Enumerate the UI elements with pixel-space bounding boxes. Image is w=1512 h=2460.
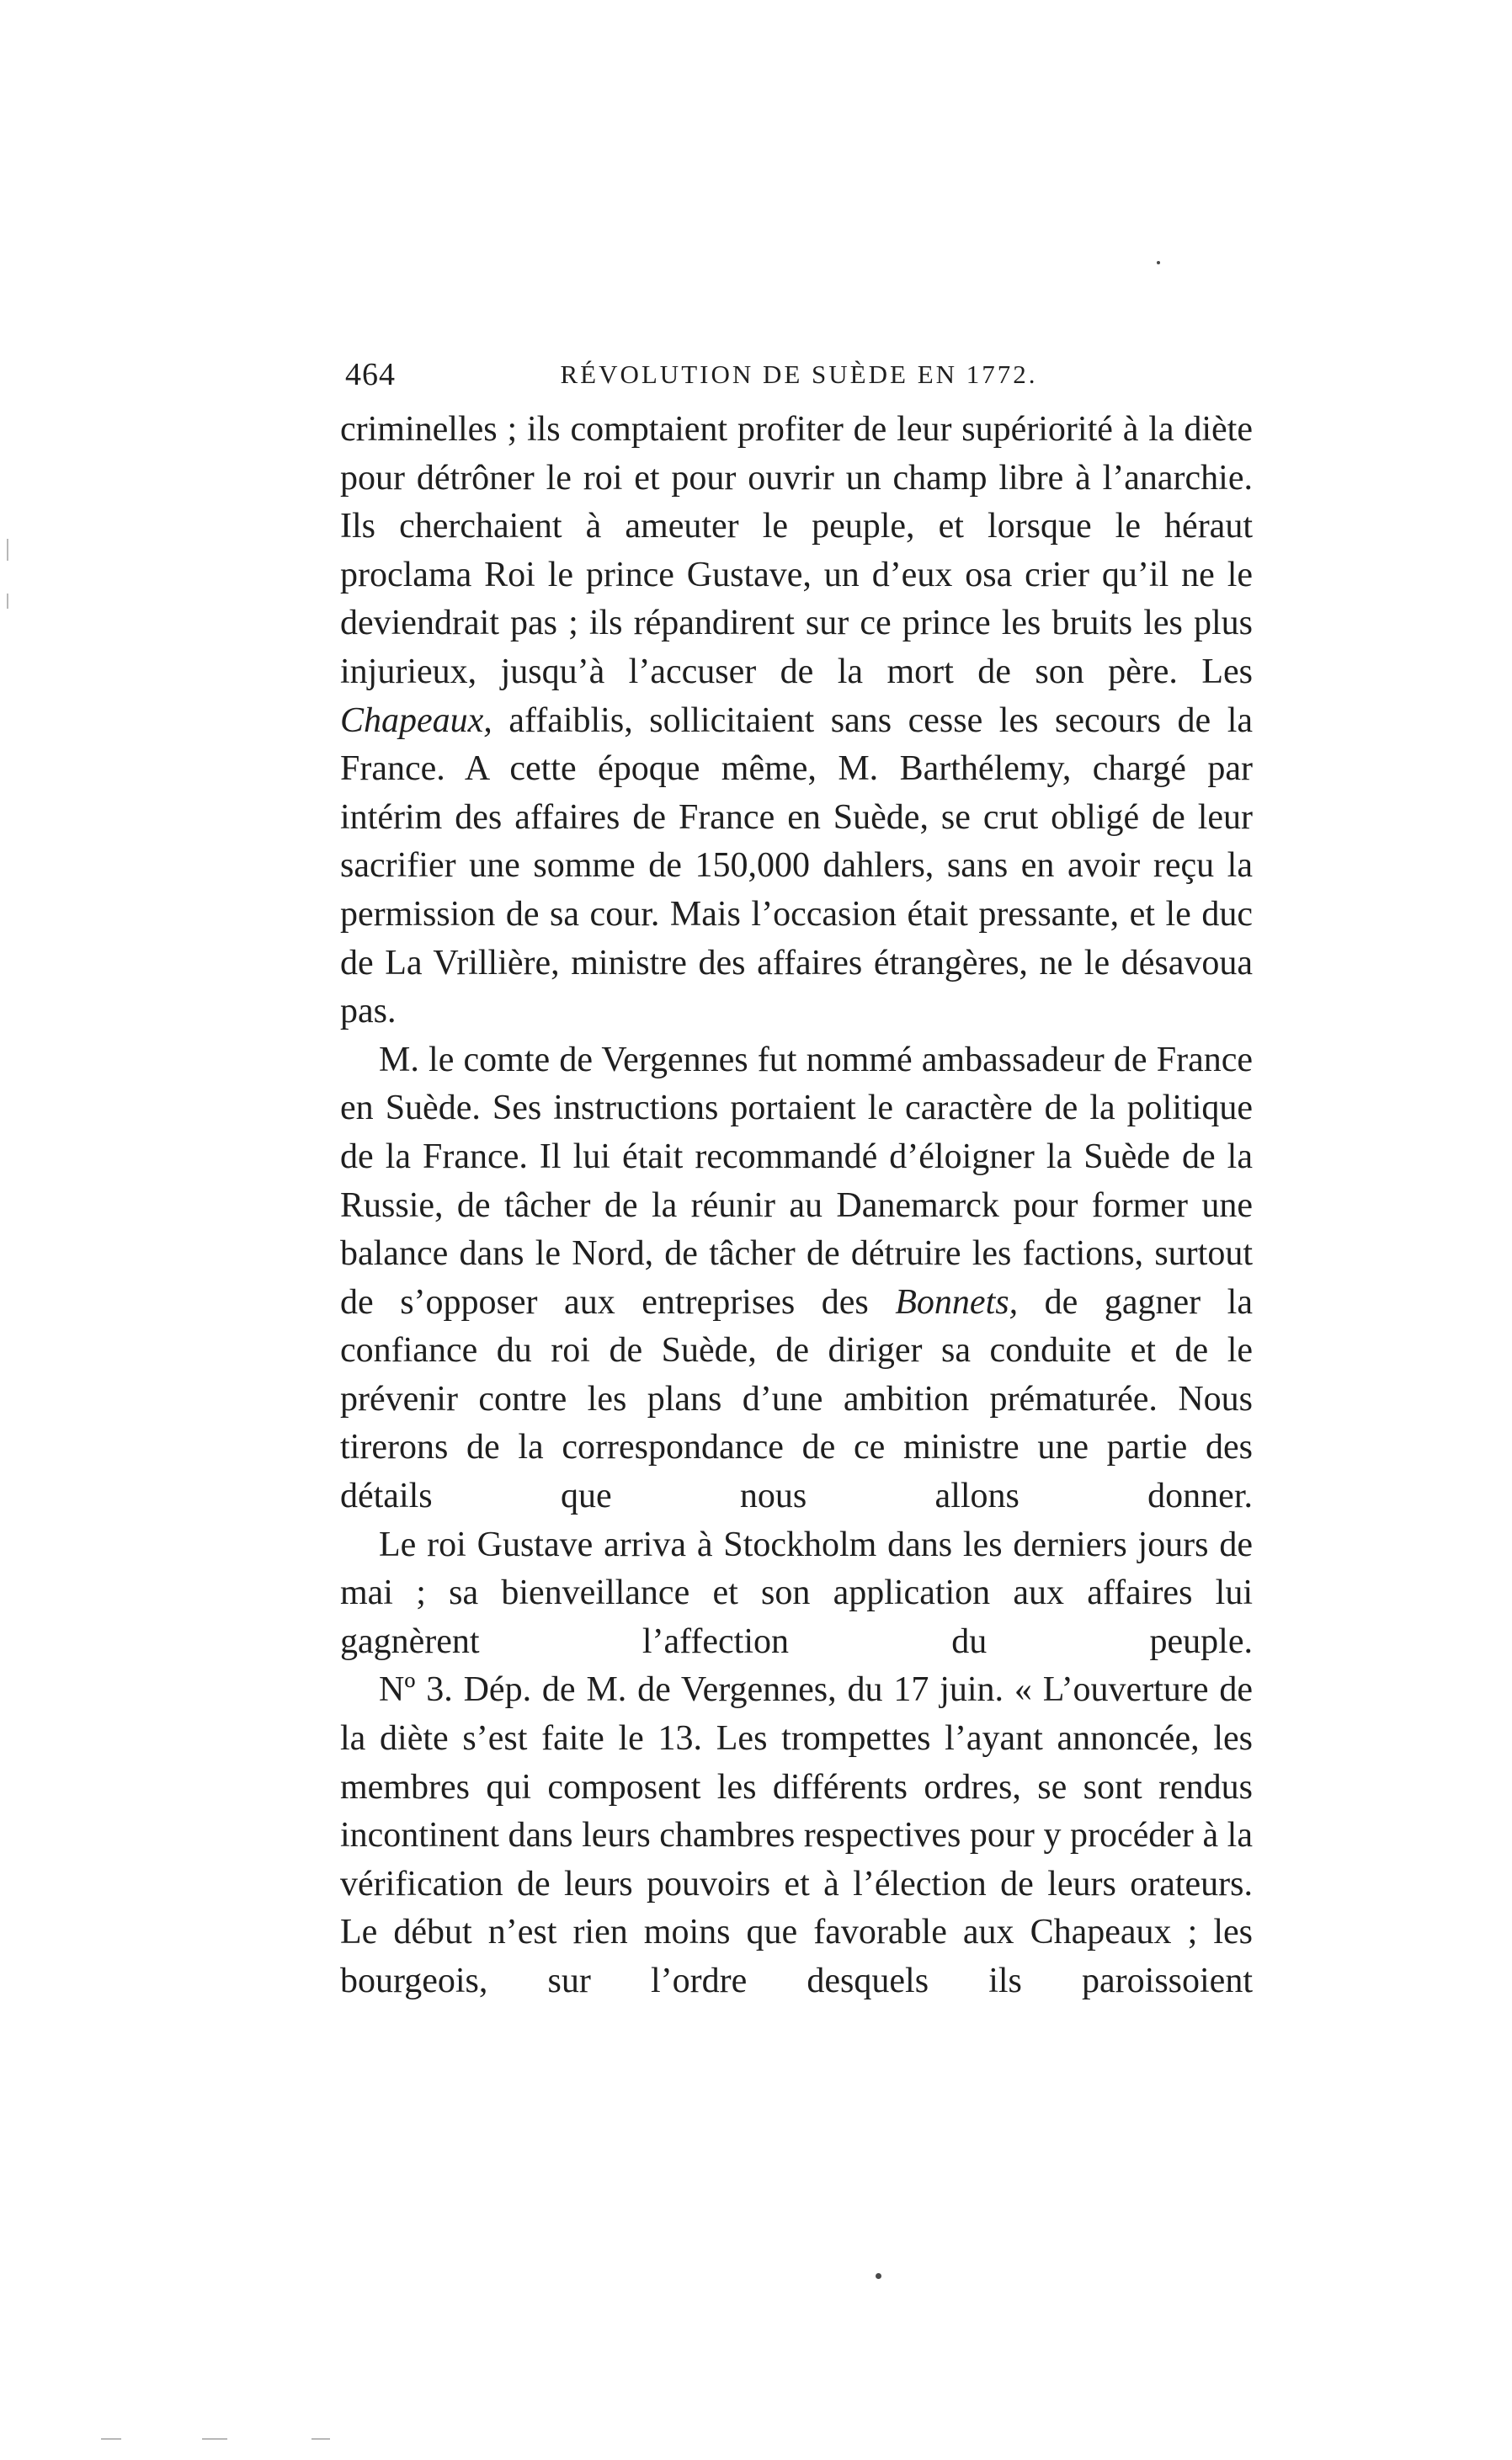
paragraph-2-text-a: M. le comte de Vergennes fut nommé ambassadeur de France en Suède. Ses instructions portaient le caractère de la politique de la France. Il lui était recommandé d’éloigner la Suède de la Russie, de tâcher de la réunir au Danemarck pour former une balance dans le Nord, de tâcher de détruire les factions, surtout de s’opposer aux entreprises des <box>340 1040 1253 1322</box>
ink-speck <box>876 2273 881 2279</box>
paragraph-2-italic-bonnets: Bonnets, <box>895 1282 1019 1322</box>
running-head <box>345 354 1253 396</box>
paragraph-2 <box>340 1036 1253 1521</box>
margin-mark <box>311 2438 330 2440</box>
paragraph-1-italic-chapeaux: Chapeaux, <box>340 700 492 740</box>
paragraph-2-text-b: de gagner la confiance du roi de Suède, de diriger sa conduite et de le prévenir contre les plans d’une ambition prématurée. Nous tirerons de la correspondance de ce ministre une partie des détails que nous allons donner. <box>340 1282 1253 1516</box>
ink-speck <box>1157 261 1160 264</box>
body-text <box>340 406 1253 2006</box>
paragraph-3: Le roi Gustave arriva à Stockholm dans les derniers jours de mai ; sa bienveillance et son application aux affaires lui gagnèrent l’affection du peuple. <box>340 1525 1253 1661</box>
margin-mark <box>7 594 8 609</box>
margin-mark <box>7 539 8 561</box>
running-title: RÉVOLUTION DE SUÈDE EN 1772. <box>560 359 1038 389</box>
paragraph-1-text-b: affaiblis, sollicitaient sans cesse les secours de la France. A cette époque même, M. Barthélemy, chargé par intérim des affaires de France en Suède, se crut obligé de leur sacrifier une somme de 150,000 dahlers, sans en avoir reçu la permission de sa cour. Mais l’occasion était pressante, et le duc de La Vrillière, ministre des affaires étrangères, ne le désavoua pas. <box>340 700 1253 1031</box>
paragraph-4: Nº 3. Dép. de M. de Vergennes, du 17 juin. « L’ouverture de la diète s’est faite le 13. Les trompettes l’ayant annoncée, les membres qui composent les différents ordres, se sont rendus incontinent dans leurs chambres respectives pour y procéder à la vérification de leurs pouvoirs et à l’élection de leurs orateurs. Le début n’est rien moins que favorable aux Chapeaux ; les bourgeois, sur l’ordre desquels ils paroissoient <box>340 1670 1253 2000</box>
page-number: 464 <box>345 357 396 392</box>
paragraph-1-text-a: criminelles ; ils comptaient profiter de leur supériorité à la diète pour détrôner le roi et pour ouvrir un champ libre à l’anarchie. Ils cherchaient à ameuter le peuple, et lorsque le héraut proclama Roi le prince Gustave, un d’eux osa crier qu’il ne le deviendrait pas ; ils répandirent sur ce prince les bruits les plus injurieux, jusqu’à l’accuser de la mort de son père. Les <box>340 410 1253 691</box>
margin-mark <box>202 2438 227 2440</box>
margin-mark <box>101 2438 121 2440</box>
paragraph-1 <box>340 406 1253 1036</box>
